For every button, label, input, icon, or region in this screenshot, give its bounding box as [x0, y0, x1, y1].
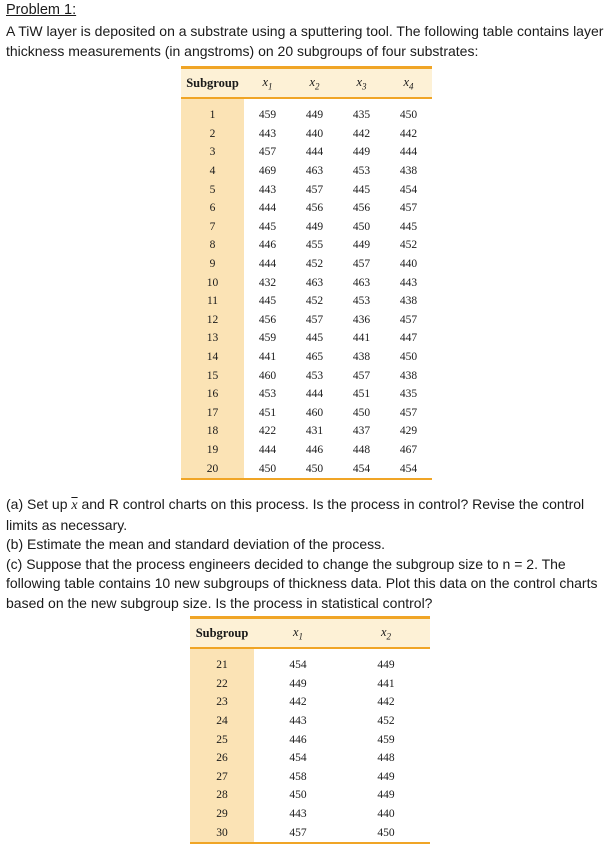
table-row	[181, 125, 432, 144]
value-cell: 446	[305, 443, 324, 456]
subgroup-header: Subgroup	[195, 625, 249, 640]
table-header-row	[190, 619, 430, 647]
value-cell: 446	[258, 239, 277, 252]
table-row	[190, 712, 430, 731]
problem-title: Problem 1:	[6, 2, 77, 18]
table-row	[190, 823, 430, 842]
value-cell: 444	[258, 202, 277, 215]
value-cell: 445	[399, 220, 418, 233]
table-row	[181, 404, 432, 423]
value-cell: 431	[305, 425, 324, 438]
table-row	[181, 348, 432, 367]
table-row	[190, 693, 430, 712]
value-cell: 435	[352, 109, 371, 122]
subgroup-cell: 14	[181, 348, 244, 367]
value-cell: 442	[289, 696, 307, 709]
subgroup-cell: 26	[190, 749, 254, 768]
value-cell: 448	[352, 443, 371, 456]
value-cell: 452	[377, 715, 395, 728]
column-header-x2: $x_2$	[309, 74, 320, 92]
value-cell: 463	[305, 276, 324, 289]
subgroup-cell: 5	[181, 180, 244, 199]
table-row	[190, 656, 430, 675]
table-row	[181, 180, 432, 199]
subgroup-cell: 18	[181, 422, 244, 441]
subgroup-header: Subgroup	[186, 75, 239, 90]
subgroup-cell: 24	[190, 712, 254, 731]
value-cell: 456	[352, 202, 371, 215]
value-cell: 469	[258, 165, 277, 178]
value-cell: 444	[258, 258, 277, 271]
value-cell: 429	[399, 425, 418, 438]
value-cell: 443	[289, 808, 307, 821]
value-cell: 449	[352, 239, 371, 252]
value-cell: 459	[258, 109, 277, 122]
subgroup-cell: 27	[190, 768, 254, 787]
value-cell: 442	[352, 127, 371, 140]
table-bottom-rule	[181, 478, 432, 480]
value-cell: 460	[305, 406, 324, 419]
value-cell: 442	[399, 127, 418, 140]
value-cell: 450	[305, 462, 324, 475]
value-cell: 441	[377, 677, 395, 690]
table-row	[190, 768, 430, 787]
measurements-table-2	[190, 616, 430, 844]
table-row	[181, 422, 432, 441]
column-header-x3: $x_3$	[356, 74, 367, 92]
value-cell: 451	[352, 388, 371, 401]
value-cell: 422	[258, 425, 277, 438]
value-cell: 450	[399, 351, 418, 364]
value-cell: 432	[258, 276, 277, 289]
question-b: (b) Estimate the mean and standard deviation of the process.	[6, 536, 385, 552]
column-header-x1: $x_1$	[262, 74, 273, 92]
table-row	[190, 805, 430, 824]
subgroup-cell: 23	[190, 693, 254, 712]
subgroup-cell: 20	[181, 459, 244, 478]
value-cell: 463	[305, 165, 324, 178]
value-cell: 454	[352, 462, 371, 475]
subgroup-cell: 12	[181, 311, 244, 330]
value-cell: 453	[352, 165, 371, 178]
value-cell: 438	[399, 165, 418, 178]
value-cell: 437	[352, 425, 371, 438]
subgroup-cell: 28	[190, 786, 254, 805]
subgroup-cell: 29	[190, 805, 254, 824]
table-row	[181, 441, 432, 460]
value-cell: 449	[377, 770, 395, 783]
value-cell: 452	[305, 258, 324, 271]
value-cell: 458	[289, 770, 307, 783]
value-cell: 449	[352, 146, 371, 159]
table-gap	[181, 99, 432, 106]
question-c: (c) Suppose that the process engineers decided to change the subgroup size to n = 2. The following table contains 10 new subgroups of thickness data. Plot this data on the control charts based on the new subgroup size. Is the process in statistical control?	[6, 555, 598, 611]
value-cell: 454	[289, 752, 307, 765]
table-body	[181, 106, 432, 478]
value-cell: 457	[352, 369, 371, 382]
problem-intro: A TiW layer is deposited on a substrate using a sputtering tool. The following table contains layer thickness measurements (in angstroms) on 20 subgroups of four substrates:	[6, 23, 604, 59]
value-cell: 443	[399, 276, 418, 289]
value-cell: 444	[399, 146, 418, 159]
value-cell: 442	[377, 696, 395, 709]
value-cell: 465	[305, 351, 324, 364]
value-cell: 450	[289, 789, 307, 802]
value-cell: 444	[258, 443, 277, 456]
subgroup-cell: 2	[181, 125, 244, 144]
table-row	[190, 730, 430, 749]
subgroup-cell: 4	[181, 162, 244, 181]
value-cell: 448	[377, 752, 395, 765]
value-cell: 438	[399, 295, 418, 308]
value-cell: 436	[352, 313, 371, 326]
value-cell: 445	[352, 183, 371, 196]
value-cell: 456	[305, 202, 324, 215]
table-row	[181, 385, 432, 404]
value-cell: 457	[352, 258, 371, 271]
subgroup-cell: 7	[181, 218, 244, 237]
subgroup-cell: 1	[181, 106, 244, 125]
value-cell: 435	[399, 388, 418, 401]
column-header-x1: $x_1$	[292, 624, 304, 642]
table-row	[181, 292, 432, 311]
value-cell: 457	[258, 146, 277, 159]
value-cell: 445	[258, 295, 277, 308]
table-body	[190, 656, 430, 842]
table-row	[190, 749, 430, 768]
table-row	[181, 106, 432, 125]
value-cell: 456	[258, 313, 277, 326]
table-row	[181, 218, 432, 237]
table-bottom-rule	[190, 842, 430, 844]
table-row	[181, 255, 432, 274]
value-cell: 457	[305, 183, 324, 196]
value-cell: 452	[399, 239, 418, 252]
subgroup-cell: 21	[190, 656, 254, 675]
value-cell: 457	[305, 313, 324, 326]
value-cell: 455	[305, 239, 324, 252]
subgroup-cell: 30	[190, 823, 254, 842]
value-cell: 451	[258, 406, 277, 419]
subgroup-cell: 15	[181, 366, 244, 385]
table-row	[181, 162, 432, 181]
value-cell: 463	[352, 276, 371, 289]
table-header-row	[181, 69, 432, 97]
value-cell: 452	[305, 295, 324, 308]
value-cell: 438	[352, 351, 371, 364]
value-cell: 457	[399, 202, 418, 215]
table-row	[181, 459, 432, 478]
value-cell: 449	[377, 659, 395, 672]
value-cell: 457	[399, 406, 418, 419]
value-cell: 454	[399, 183, 418, 196]
subgroup-cell: 19	[181, 441, 244, 460]
value-cell: 441	[352, 332, 371, 345]
value-cell: 453	[258, 388, 277, 401]
table-row	[190, 675, 430, 694]
value-cell: 453	[305, 369, 324, 382]
subgroup-cell: 11	[181, 292, 244, 311]
value-cell: 450	[352, 406, 371, 419]
table-row	[181, 366, 432, 385]
value-cell: 460	[258, 369, 277, 382]
table-row	[190, 786, 430, 805]
value-cell: 453	[352, 295, 371, 308]
subgroup-cell: 6	[181, 199, 244, 218]
subgroup-cell: 10	[181, 273, 244, 292]
value-cell: 443	[289, 715, 307, 728]
question-a: (a) Set up $\overline{x}$ and R control charts on this process. Is the process in control? Revise the control limits as necessary.	[6, 496, 585, 533]
value-cell: 454	[289, 659, 307, 672]
value-cell: 449	[377, 789, 395, 802]
xbar-symbol: $\overline{x}$	[71, 498, 78, 513]
value-cell: 450	[258, 462, 277, 475]
value-cell: 449	[305, 109, 324, 122]
table-row	[181, 329, 432, 348]
subgroup-cell: 16	[181, 385, 244, 404]
subgroup-cell: 17	[181, 404, 244, 423]
value-cell: 444	[305, 146, 324, 159]
value-cell: 444	[305, 388, 324, 401]
table-row	[181, 311, 432, 330]
value-cell: 441	[258, 351, 277, 364]
table-gap	[190, 649, 430, 656]
table-row	[181, 236, 432, 255]
questions-block	[6, 495, 606, 613]
value-cell: 450	[399, 109, 418, 122]
subgroup-cell: 22	[190, 675, 254, 694]
column-header-x2: $x_2$	[380, 624, 392, 642]
measurements-table-1	[181, 66, 432, 480]
subgroup-cell: 8	[181, 236, 244, 255]
value-cell: 440	[305, 127, 324, 140]
subgroup-cell: 9	[181, 255, 244, 274]
value-cell: 440	[399, 258, 418, 271]
table-row	[181, 143, 432, 162]
value-cell: 459	[377, 733, 395, 746]
value-cell: 459	[258, 332, 277, 345]
value-cell: 454	[399, 462, 418, 475]
value-cell: 445	[258, 220, 277, 233]
value-cell: 450	[352, 220, 371, 233]
subgroup-cell: 13	[181, 329, 244, 348]
value-cell: 446	[289, 733, 307, 746]
value-cell: 450	[377, 826, 395, 839]
table-row	[181, 199, 432, 218]
value-cell: 438	[399, 369, 418, 382]
value-cell: 440	[377, 808, 395, 821]
value-cell: 467	[399, 443, 418, 456]
value-cell: 457	[289, 826, 307, 839]
column-header-x4: $x_4$	[403, 74, 414, 92]
subgroup-cell: 3	[181, 143, 244, 162]
value-cell: 457	[399, 313, 418, 326]
value-cell: 449	[289, 677, 307, 690]
value-cell: 445	[305, 332, 324, 345]
table-row	[181, 273, 432, 292]
value-cell: 447	[399, 332, 418, 345]
value-cell: 443	[258, 183, 277, 196]
value-cell: 449	[305, 220, 324, 233]
value-cell: 443	[258, 127, 277, 140]
subgroup-cell: 25	[190, 730, 254, 749]
